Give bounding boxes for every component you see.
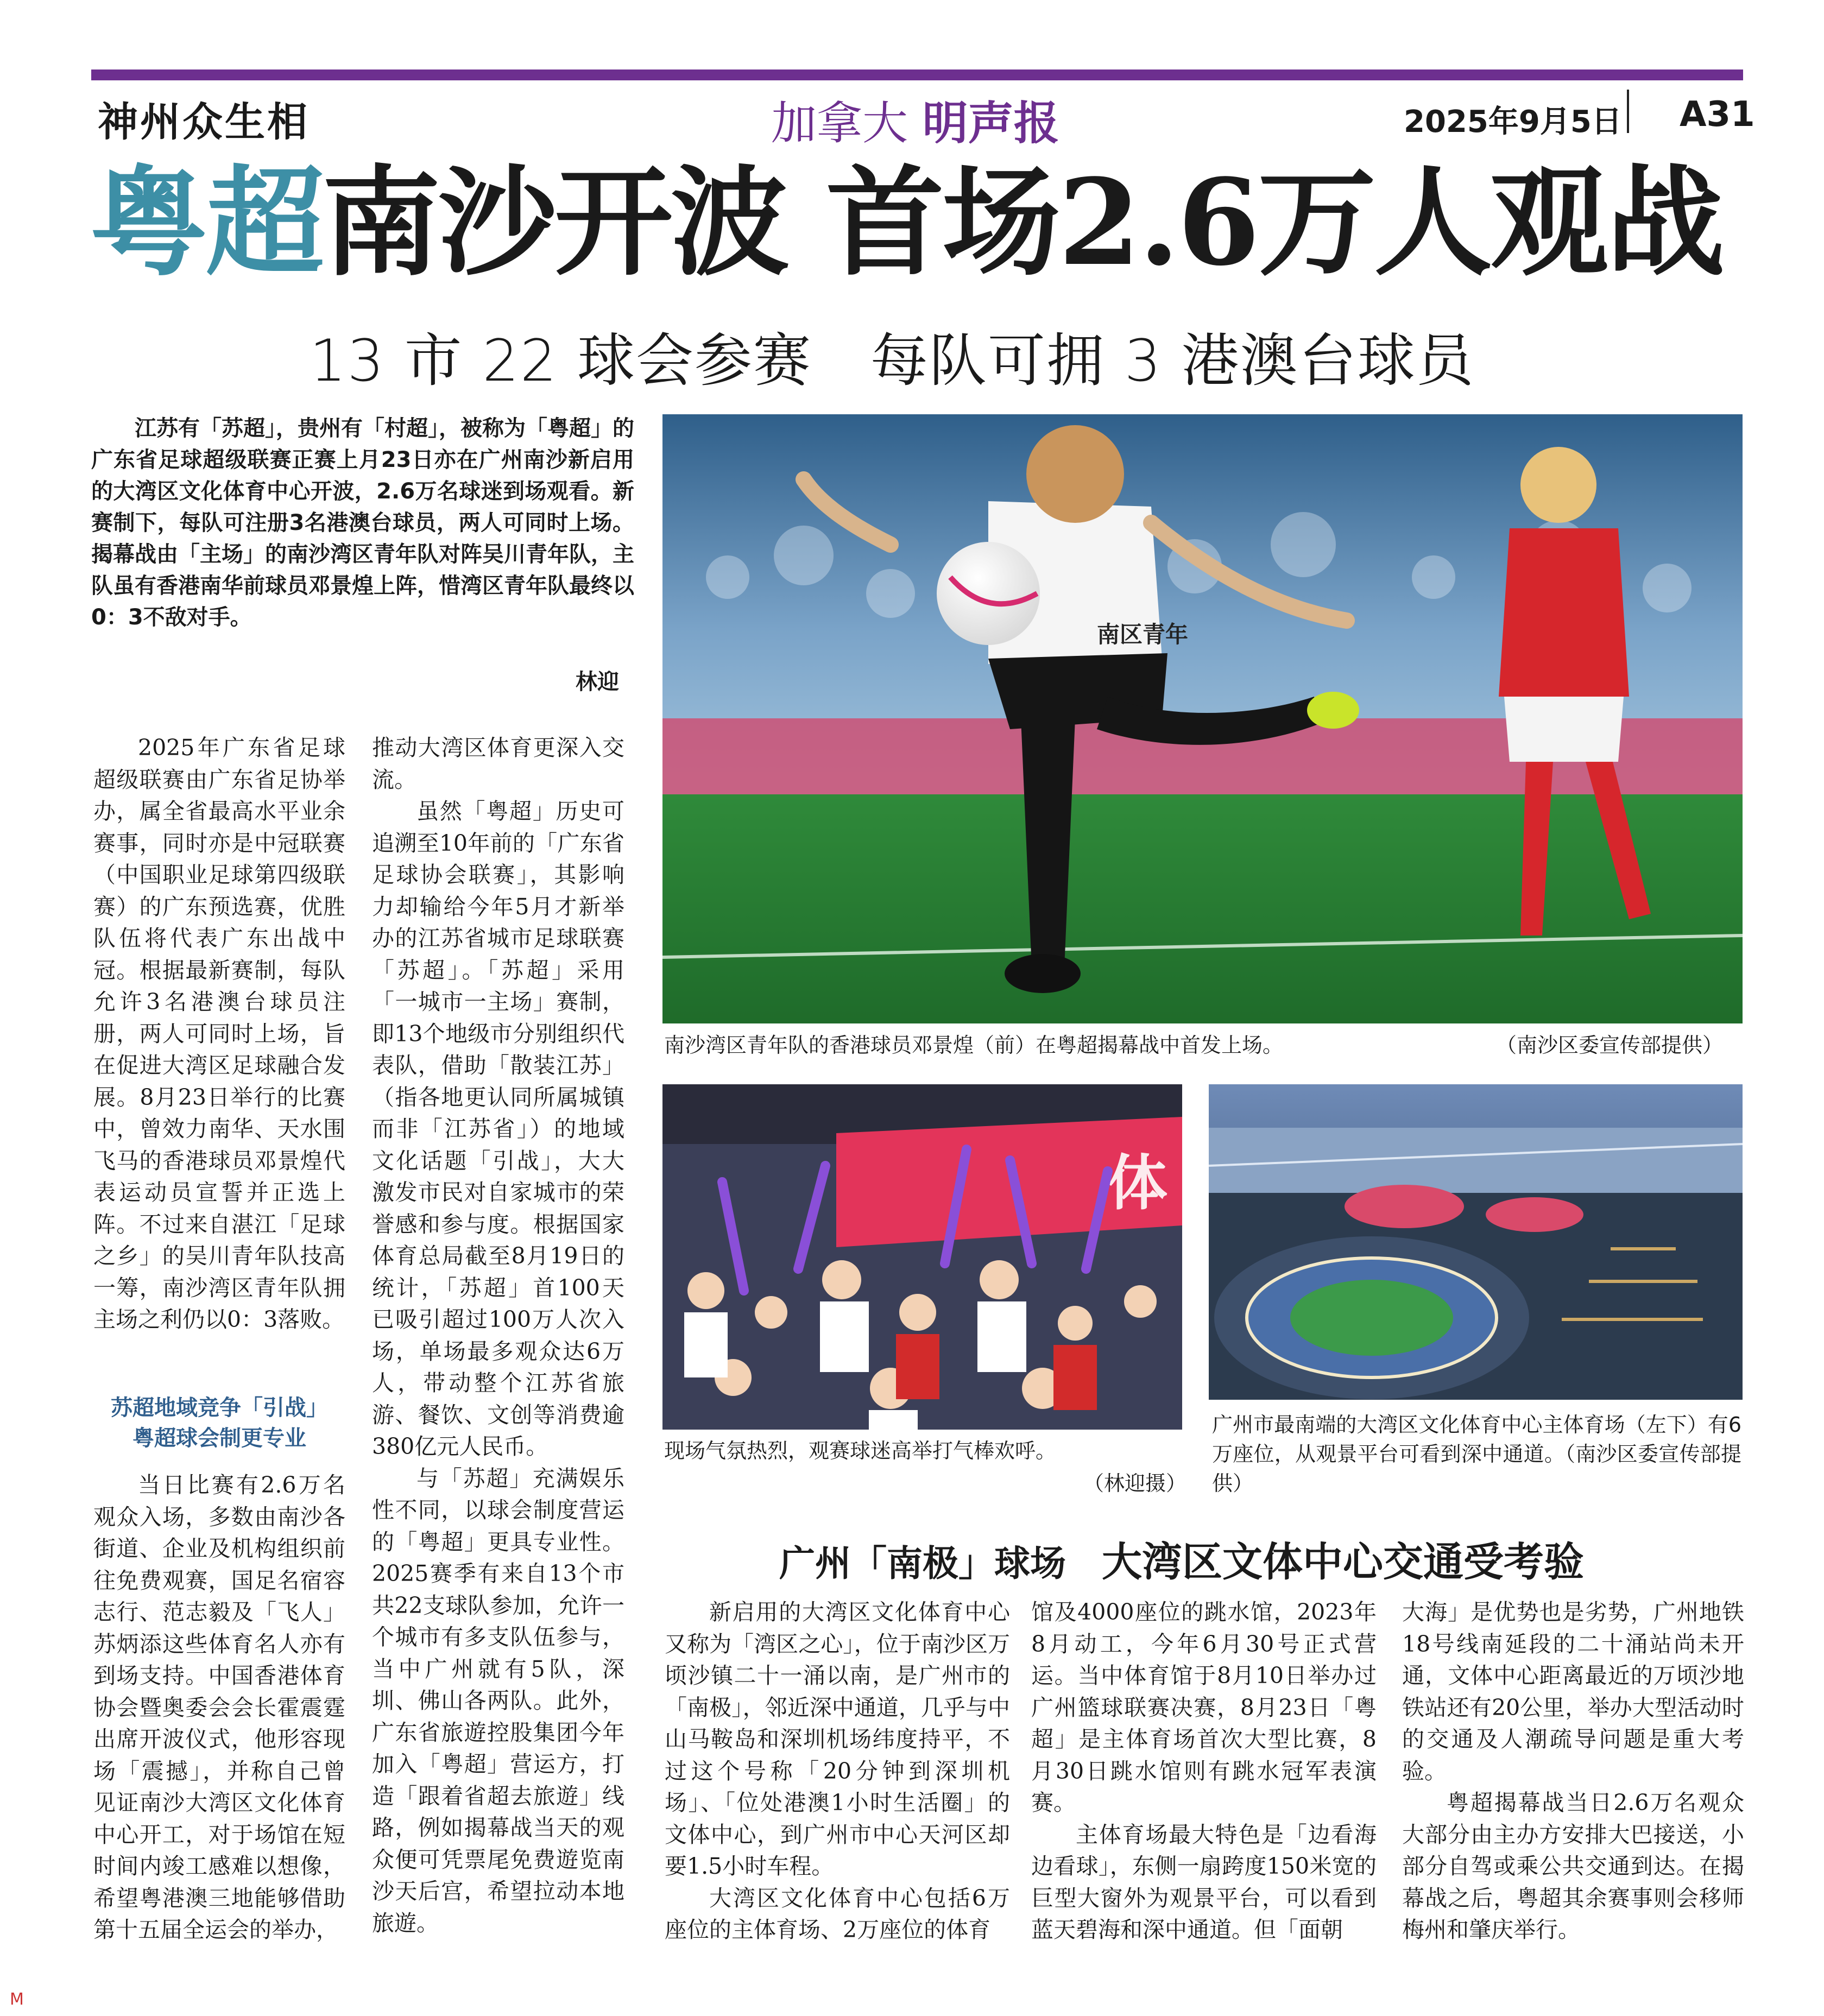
sidebar-column-2 <box>1031 1596 1377 1946</box>
header-divider <box>1627 90 1629 133</box>
header-rule <box>91 69 1743 80</box>
shirt-sponsor-text: 南区青年 <box>1097 621 1189 648</box>
article-column-1 <box>93 732 345 1336</box>
lead-text: 江苏有「苏超」，贵州有「村超」，被称为「粤超」的广东省足球超级联赛正赛上月23日亦在广州南沙新启用的大湾区文化体育中心开波，2.6万名球迷到场观看。新赛制下，每队可注册3名港澳台球员，两人可同时上场。揭幕战由「主场」的南沙湾区青年队对阵吴川青年队，主队虽有香港南华前球员邓景煌上阵，惜湾区青年队最终以0：3不敌对手。 <box>91 416 634 630</box>
article-paragraph: 虽然「粤超」历史可追溯至10年前的「广东省足球协会联赛」，其影响力却输给今年5月才新举办的江苏省城市足球联赛「苏超」。「苏超」采用「一城市一主场」赛制，即13个地级市分别组织代表队，借助「散装江苏」（指各地更认同所属城镇而非「江苏省」）的地域文化话题「引战」，大大激发市民对自家城市的荣誉感和参与度。根据国家体育总局截至8月19日的统计，「苏超」首100天已吸引超过100万人次入场，单场最多观众达6万人，带动整个江苏省旅游、餐饮、文创等消费逾380亿元人民币。 <box>372 798 624 1459</box>
photo-football-player <box>662 414 1743 1023</box>
sidebar-paragraph: 馆及4000座位的跳水馆，2023年8月动工，今年6月30号正式营运。当中体育馆于8月10日举办过广州篮球联赛决赛，8月23日「粤超」是主体育场首次大型比赛，8月30日跳水馆则有跳水冠军表演赛。 <box>1031 1599 1377 1816</box>
sidebar-paragraph: 新启用的大湾区文化体育中心又称为「湾区之心」，位于南沙区万顷沙镇二十一涌以南，是广州市的「南极」，邻近深中通道，几乎与中山马鞍岛和深圳机场纬度持平，不过这个号称「20分钟到深圳机场」、「位处港澳1小时生活圈」的文体中心，到广州市中心天河区却要1.5小时车程。 <box>665 1599 1010 1879</box>
article-column-1-cont <box>93 1469 345 1946</box>
masthead-name: 明声报 <box>922 97 1059 150</box>
sidebar-title-part: 广州「南极」球场 <box>779 1542 1066 1584</box>
sidebar-paragraph: 粤超揭幕战当日2.6万名观众大部分由主办方安排大巴接送，小部分自驾或乘公共交通到达。在揭幕战之后，粤超其余赛事则会移师梅州和肇庆举行。 <box>1402 1790 1744 1943</box>
sidebar-title <box>779 1530 1584 1588</box>
subheading-line: 粤超球会制更专业 <box>132 1426 306 1451</box>
photo-fans-image <box>662 1084 1182 1430</box>
headline-accent: 粤超 <box>90 153 322 292</box>
headline-rest: 南沙开波 首场2.6万人观战 <box>322 153 1723 292</box>
photo-football-player-image <box>662 414 1743 1023</box>
article-subheading <box>93 1393 345 1453</box>
article-column-2 <box>372 732 624 1939</box>
subheadline: 13 市 22 球会参赛 每队可拥 3 港澳台球员 <box>310 327 1475 394</box>
photo-stadium-aerial <box>1209 1084 1743 1400</box>
sidebar-column-1 <box>665 1596 1010 1946</box>
page-number: A31 <box>1680 94 1755 135</box>
lead-author: 林迎 <box>576 669 619 694</box>
sidebar-paragraph: 大海」是优势也是劣势，广州地铁18号线南延段的二十涌站尚未开通，文体中心距离最近的万顷沙地铁站还有20公里，举办大型活动时的交通及人潮疏导问题是重大考验。 <box>1402 1599 1744 1784</box>
issue-date: 2025年9月5日 <box>1404 104 1622 140</box>
banner-glyph: 体 <box>1108 1148 1167 1218</box>
article-paragraph: 当日比赛有2.6万名观众入场，多数由南沙各街道、企业及机构组织前往免费观赛，国足名宿容志行、范志毅及「飞人」苏炳添这些体育名人亦有到场支持。中国香港体育协会暨奥委会会长霍震霆出席开波仪式，他形容现场「震撼」，并称自己曾见证南沙大湾区文化体育中心开工，对于场馆在短时间内竣工感难以想像，希望粤港澳三地能够借助第十五届全运会的举办， <box>93 1472 345 1943</box>
photo-credit: （南沙区委宣传部提供） <box>1496 1033 1724 1057</box>
sidebar-title-part: 大湾区文体中心交通受考验 <box>1102 1539 1584 1585</box>
lead-paragraph <box>91 413 634 633</box>
article-paragraph: 2025年广东省足球超级联赛由广东省足协举办，属全省最高水平业余赛事，同时亦是中冠联赛（中国职业足球第四级联赛）的广东预选赛，优胜队伍将代表广东出战中冠。根据最新赛制，每队允许3名港澳台球员注册，两人可同时上场，旨在促进大湾区足球融合发展。8月23日举行的比赛中，曾效力南华、天水围飞马的香港球员邓景煌代表运动员宣誓并正选上阵。不过来自湛江「足球之乡」的吴川青年队技高一筹，南沙湾区青年队拥主场之利仍以0：3落败。 <box>93 735 345 1332</box>
masthead-country: 加拿大 <box>771 97 908 150</box>
section-title: 神州众生相 <box>98 99 310 146</box>
headline <box>90 152 1722 293</box>
photo-caption: 南沙湾区青年队的香港球员邓景煌（前）在粤超揭幕战中首发上场。 <box>664 1033 1284 1057</box>
sidebar-column-3 <box>1402 1596 1744 1946</box>
registration-marker: M <box>10 1990 24 2009</box>
photo-caption: 广州市最南端的大湾区文化体育中心主体育场（左下）有6万座位，从观景平台可看到深中通道。（南沙区委宣传部提供） <box>1212 1413 1741 1495</box>
sidebar-paragraph: 大湾区文化体育中心包括6万座位的主体育场、2万座位的体育 <box>665 1885 1010 1943</box>
photo-stadium-image <box>1209 1084 1743 1400</box>
sidebar-paragraph: 主体育场最大特色是「边看海边看球」，东侧一扇跨度150米宽的巨型大窗外为观景平台，可以看到蓝天碧海和深中通道。但「面朝 <box>1031 1821 1377 1943</box>
article-paragraph: 与「苏超」充满娱乐性不同，以球会制度营运的「粤超」更具专业性。2025赛季有来自13个市共22支球队参加，允许一个城市有多支队伍参与，当中广州就有5队，深圳、佛山各两队。此外，广东省旅遊控股集团今年加入「粤超」营运方，打造「跟着省超去旅遊」线路，例如揭幕战当天的观众便可凭票尾免费遊览南沙天后宫，希望拉动本地旅遊。 <box>372 1465 624 1936</box>
article-paragraph: 推动大湾区体育更深入交流。 <box>372 735 624 793</box>
photo-credit: （林迎摄） <box>1083 1471 1187 1495</box>
masthead <box>771 87 1059 153</box>
photo-fans-cheering <box>662 1084 1182 1430</box>
subheading-line: 苏超地域竞争「引战」 <box>111 1395 328 1420</box>
photo-caption: 现场气氛热烈，观赛球迷高举打气棒欢呼。 <box>664 1439 1057 1463</box>
